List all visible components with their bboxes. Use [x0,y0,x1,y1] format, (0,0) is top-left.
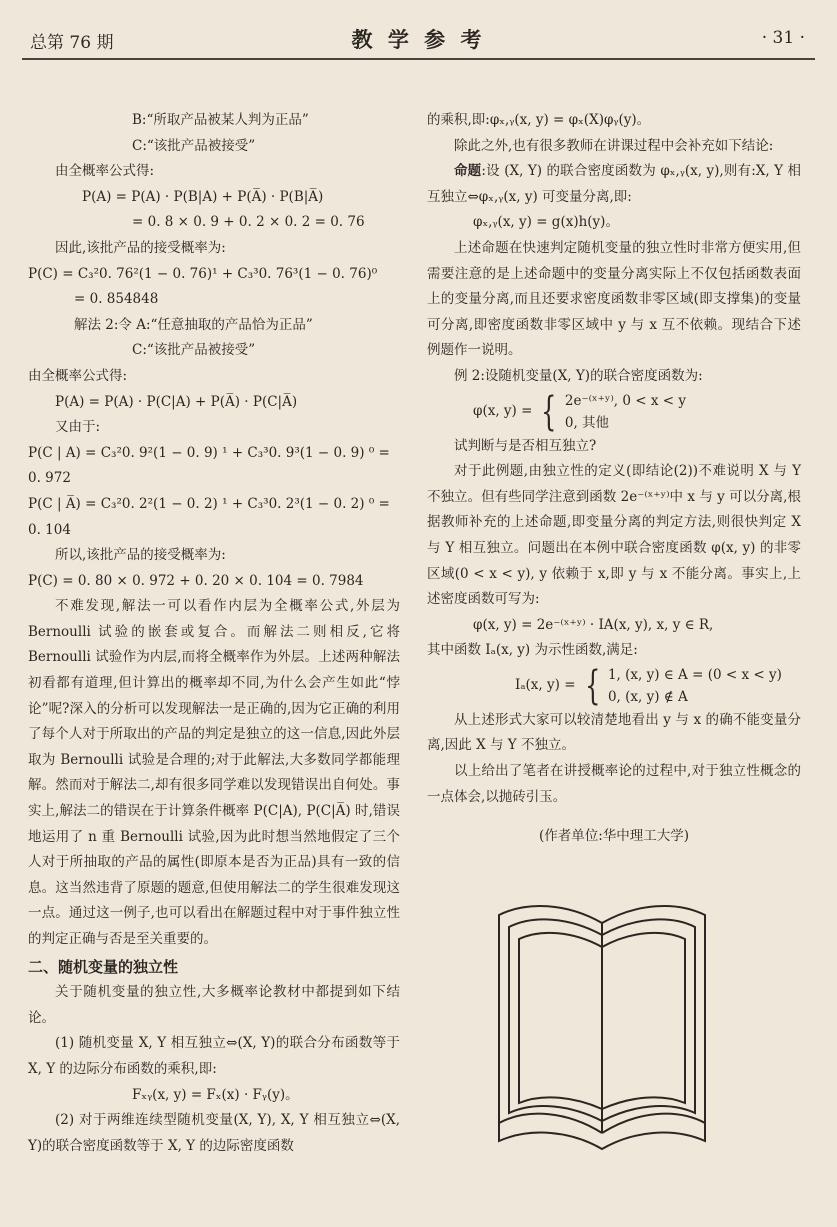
section-heading: 二、随机变量的独立性 [28,957,179,976]
proposition-discussion: 上述命题在快速判定随机变量的独立性时非常方便实用,但需要注意的是上述命题中的变量分离实际上不仅包括函数表面上的变量分离,而且还要求密度函数非零区域(即支撑集)的变量可分离,即密度函数非零区域中 y 与 x 互不依赖。现结合下述例题作一说明。 [427,239,801,359]
indicator-cases [608,664,782,708]
conclusion-2: (2) 对于两维连续型随机变量(X, Y), X, Y 相互独立⇔(X, Y)的联合密度函数等于 X, Y 的边际密度函数 [28,1112,400,1154]
also-label: 又由于: [55,419,101,436]
discussion-paragraph: 不难发现,解法一可以看作内层为全概率公式,外层为 Bernoulli 试验的嵌套或复合。而解法二则相反,它将 Bernoulli 试验作为内层,而将全概率作为外层。上述两种解法初看都有道理,但计算出的概率却不同,为什么会产生如此“悖论”呢?深入的分析可以发现解法一是正确的,因为它正确的利用了每个人对于所取出的产品的判定是独立的这一信息,因此外层取为 Bernoulli 试验是合理的;对于此解法,大多数同学都能理解。然而对于解法二,却有很多同学难以发现错误出自何处。事实上,解法二的错误在于计算条件概率 P(C|A), P(C|A̅) 时,错误地运用了 n 重 Bernoulli 试验,因为此时想当然地假定了三个人对于所抽取的产品的属性(即原本是否为正品)具有一致的信息。这当然违背了原题的题意,但使用解法二的学生很难发现这一点。通过这一例子,也可以看出在解题过程中对于事件独立性的判定正确与否是至关重要的。 [28,598,400,947]
piecewise-cases [565,390,686,434]
example-density-lhs: φ(x, y) = [473,402,533,419]
indicator-function [427,664,801,708]
equation-pa-result: = 0. 8 × 0. 9 + 0. 2 × 0. 2 = 0. 76 [132,214,365,231]
header-rule [22,58,815,60]
piecewise-case-1: 2e⁻⁽ˣ⁺ʸ⁾, 0 < x < y [564,392,686,409]
example-question: 试判断与是否相互独立? [454,437,597,454]
closing-paragraph: 以上给出了笔者在讲授概率论的过程中,对于独立性概念的一点体会,以抛砖引玉。 [427,763,801,805]
example-2-statement: 例 2:设随机变量(X, Y)的联合密度函数为: [454,367,703,384]
equation-pc-given-not-a-result: 0. 104 [28,521,71,538]
left-brace: { [584,662,600,709]
indicator-intro: 其中函数 Iₐ(x, y) 为示性函数,满足: [427,642,638,659]
indicator-case-1: 1, (x, y) ∈ A = (0 < x < y) [607,666,782,683]
solution2-def-a: 解法 2:令 A:“任意抽取的产品恰为正品” [74,316,313,333]
equation-pc-given-a-result: 0. 972 [28,470,71,487]
example-discussion: 对于此例题,由独立性的定义(即结论(2))不难说明 X 与 Y 不独立。但有些同学注意到函数 2e⁻⁽ˣ⁺ʸ⁾中 x 与 y 可以分离,根据教师补充的上述命题,即变量分离的判定方法,则很快判定 X 与 Y 相互独立。问题出在本例中联合密度函数 φ(x, y) 的非零区域(0 < x < y), y 依赖于 x,即 y 与 x 不能分离。事实上,上述密度函数可写为: [427,463,801,608]
solution2-def-c: C:“该批产品被接受” [132,342,256,359]
independence-intro: 关于随机变量的独立性,大多概率论教材中都提到如下结论。 [28,984,400,1026]
equation-pc-final: P(C) = 0. 80 × 0. 972 + 0. 20 × 0. 104 = 0. 7984 [28,572,364,589]
right-column [427,108,801,850]
left-brace: { [541,388,557,435]
rewritten-density: φ(x, y) = 2e⁻⁽ˣ⁺ʸ⁾ · IA(x, y), x, y ∈ R, [473,616,714,633]
proposition-equation: φₓ,ᵧ(x, y) = g(x)h(y)。 [473,214,619,231]
example-density-function [427,390,801,434]
indicator-case-2: 0, (x, y) ∉ A [607,688,688,705]
acceptance-intro: 因此,该批产品的接受概率为: [55,239,226,256]
total-prob-intro: 由全概率公式得: [55,163,155,180]
author-affiliation: (作者单位:华中理工大学) [538,828,690,845]
equation-pa: P(A) = P(A) · P(B|A) + P(A̅) · P(B|A̅) [82,188,324,205]
piecewise-case-2: 0, 其他 [564,414,610,431]
besides-paragraph: 除此之外,也有很多教师在讲课过程中会补充如下结论: [454,137,774,154]
equation-pc-given-a: P(C | A) = C₃²0. 9²(1 − 0. 9) ¹ + C₃³0. 9³(1 − 0. 9) ⁰ = [28,444,390,461]
page-number: · 31 · [761,28,805,48]
event-c-def: C:“该批产品被接受” [132,137,256,154]
total-prob-intro-2: 由全概率公式得: [28,367,128,384]
proposition-text: :设 (X, Y) 的联合密度函数为 φₓ,ᵧ(x, y),则有:X, Y 相互独立⇔φₓ,ᵧ(x, y) 可变量分离,即: [427,163,802,205]
proposition-label: 命题 [454,163,482,180]
conclusion-1: (1) 随机变量 X, Y 相互独立⇔(X, Y)的联合分布函数等于 X, Y 的边际分布函数的乘积,即: [28,1035,400,1077]
indicator-lhs: Iₐ(x, y) = [515,677,576,694]
journal-title: 教 学 参 考 [351,27,486,52]
conclusion-2-continued: 的乘积,即:φₓ,ᵧ(x, y) = φₓ(X)φᵧ(y)。 [427,112,651,128]
equation-pc-given-not-a: P(C | A̅) = C₃²0. 2²(1 − 0. 2) ¹ + C₃³0. 2³(1 − 0. 2) ⁰ = [28,495,390,512]
acceptance-intro-2: 所以,该批产品的接受概率为: [55,547,226,564]
event-b-def: B:“所取产品被某人判为正品” [132,112,309,128]
equation-pc: P(C) = C₃²0. 76²(1 − 0. 76)¹ + C₃³0. 76³(1 − 0. 76)⁰ [28,265,378,282]
equation-pc-result: = 0. 854848 [74,291,159,308]
issue-number: 总第 76 期 [30,33,114,53]
open-book-illustration [487,893,717,1153]
proposition [427,159,801,210]
left-column [28,108,400,1159]
form-paragraph: 从上述形式大家可以较清楚地看出 y 与 x 的确不能变量分离,因此 X 与 Y 不独立。 [427,711,801,754]
conclusion-1-equation: Fₓᵧ(x, y) = Fₓ(x) · Fᵧ(y)。 [132,1086,299,1103]
page-header [0,0,837,62]
equation-pa-2: P(A) = P(A) · P(C|A) + P(A̅) · P(C|A̅) [55,393,298,410]
